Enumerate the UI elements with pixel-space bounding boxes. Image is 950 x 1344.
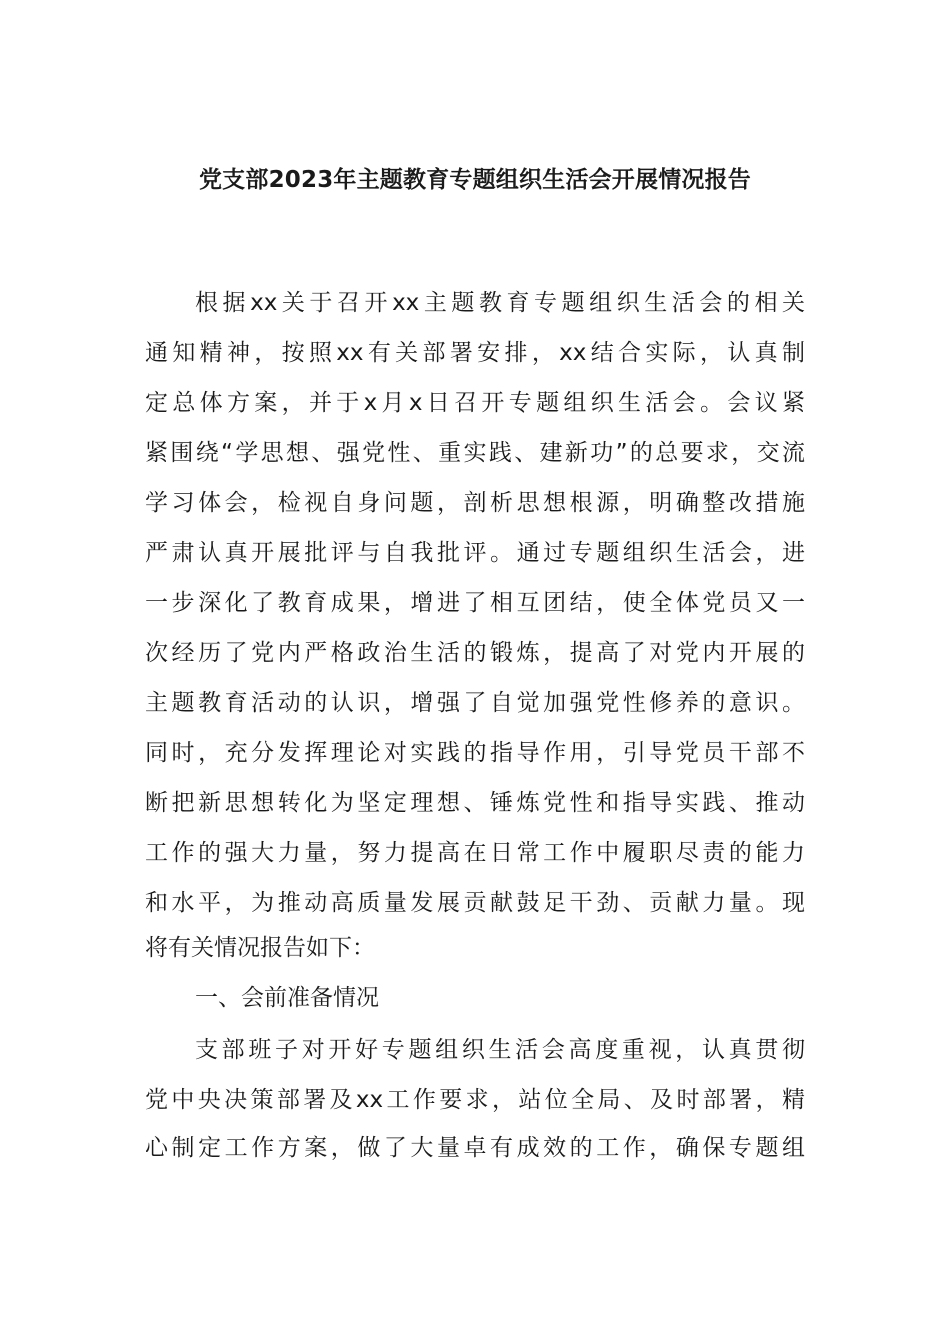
paragraph-line: 和水平，为推动高质量发展贡献鼓足干劲、贡献力量。现	[145, 890, 805, 916]
section-heading: 一、会前准备情况	[195, 985, 379, 1011]
paragraph-line: 学习体会，检视自身问题，剖析思想根源，明确整改措施	[145, 490, 805, 516]
paragraph-line: 断把新思想转化为坚定理想、锤炼党性和指导实践、推动	[145, 790, 805, 816]
paragraph-line: 定总体方案，并于x月x日召开专题组织生活会。会议紧	[145, 390, 805, 416]
paragraph-line: 紧围绕“学思想、强党性、重实践、建新功”的总要求，交流	[145, 440, 805, 466]
paragraph-line: 支部班子对开好专题组织生活会高度重视，认真贯彻	[195, 1037, 805, 1063]
document-title: 党支部2023年主题教育专题组织生活会开展情况报告	[198, 167, 751, 193]
paragraph-line: 同时，充分发挥理论对实践的指导作用，引导党员干部不	[145, 740, 805, 766]
paragraph-line: 严肃认真开展批评与自我批评。通过专题组织生活会，进	[145, 540, 805, 566]
paragraph-line: 心制定工作方案，做了大量卓有成效的工作，确保专题组	[145, 1135, 805, 1161]
paragraph-line: 主题教育活动的认识，增强了自觉加强党性修养的意识。	[145, 690, 805, 716]
paragraph-line: 次经历了党内严格政治生活的锻炼，提高了对党内开展的	[145, 640, 805, 666]
paragraph-line: 通知精神，按照xx有关部署安排，xx结合实际，认真制	[145, 340, 805, 366]
paragraph-line: 将有关情况报告如下：	[145, 935, 375, 961]
paragraph-line: 根据xx关于召开xx主题教育专题组织生活会的相关	[195, 290, 805, 316]
paragraph-line: 工作的强大力量，努力提高在日常工作中履职尽责的能力	[145, 840, 805, 866]
paragraph-line: 一步深化了教育成果，增进了相互团结，使全体党员又一	[145, 590, 805, 616]
paragraph-line: 党中央决策部署及xx工作要求，站位全局、及时部署，精	[145, 1087, 805, 1113]
